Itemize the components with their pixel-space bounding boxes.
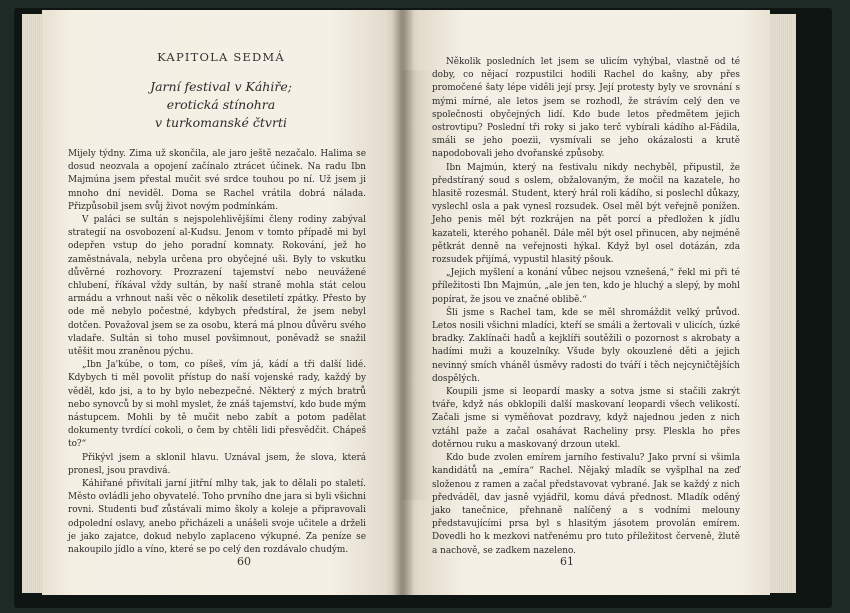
paragraph: V paláci se sultán s nejspolehlivějšími členy rodiny zabýval strategií na osvobození al-Kudsu. Jenom v tomto případě mi byl odepřen vstup do jeho poradní komnaty. Rokování, jež ho zaměstnávala, nebyla určena pro obyčejné uši. Byly to vskutku důvěrné rozhovory. Prozrazení tajemství nebo neuvážené chlubení, říkával vždy sultán, by naší straně mohla stát celou armádu a vrhnout naši věc o několik desetiletí zpátky. Přesto by ode mě nebylo počestné, kdybych předstíral, že jsem nebyl dotčen. Považoval jsem se za osobu, která má plnou důvěru svého vladaře. Sultán si toho musel povšimnout, poněvadž se snažil utěšit mou zraněnou pýchu.: [68, 215, 366, 358]
left-page: [42, 10, 400, 595]
paragraph: Přikývl jsem a sklonil hlavu. Uznával jsem, že slova, která pronesl, jsou pravdivá.: [68, 452, 366, 476]
left-body-text: [68, 148, 366, 557]
page-number: 60: [237, 555, 251, 568]
chapter-label: KAPITOLA SEDMÁ: [157, 50, 285, 64]
paragraph: Šli jsme s Rachel tam, kde se měl shromáždit velký průvod. Letos nosili všichni mladíci, kteří se smáli a žertovali v ulicích, úzké bradky. Zaklínači hadů a kejklíři soutěžili o pozornost s akrobaty a hadími muži a kouzelníky. Všude byly okouzlené děti a jejich nevinný smích vháněl úsměvy radosti do tváří i těch nejcyničtějších dospělých.: [432, 307, 740, 384]
page-number: 61: [560, 555, 574, 568]
paragraph: Mijely týdny. Zima už skončila, ale jaro ještě nezačalo. Halima se dosud neozvala a opojení začínalo ztrácet účinek. Na radu Ibn Majmúna jsem přestal mučit své srdce touhou po ní. Už jsem ji mnoho dní neviděl. Doma se Rachel vrátila dobrá nálada. Přizpůsobil jsem svůj život novým podmínkám.: [68, 149, 366, 212]
paragraph: Ibn Majmún, který na festivalu nikdy nechyběl, připustil, že předstíraný soud s oslem, obžalovaným, že močil na kazatele, ho hlasitě rozesmál. Student, který hrál roli kádího, si poslechl důkazy, vyslechl osla a pak vynesl rozsudek. Osel měl být veřejně ponížen. Jeho penis měl být rozkrájen na pět porcí a předložen k jídlu kazateli, kterého pohaněl. Dále měl být osel přinucen, aby nejméně pětkrát denně na veřejnosti hýkal. Když byl osel dotázán, zda rozsudek přijímá, vypustil hlasitý pšouk.: [432, 162, 740, 266]
right-body-text: [432, 56, 740, 558]
chapter-title-line: erotická stínohra: [166, 97, 276, 112]
paragraph: Káhiřané přivítali jarní jitřní mlhy tak, jak to dělali po staletí. Město ovládli jeho obyvatelé. Toho prvního dne jara si byli všichni rovni. Studenti buď zůstávali mimo školy a koleje a připravovali odpolední oslavy, anebo přicházeli a unášeli svoje učitele a drželi je jako zajatce, dokud nebylo zaplaceno výkupné. Za peníze se nakoupilo jídlo a víno, které se po celý den rozdávalo chudým.: [68, 479, 366, 556]
right-page: [400, 10, 770, 595]
paragraph: „Ibn Ja'kúbe, o tom, co píšeš, vím já, kádí a tři další lidé. Kdybych ti měl povolit přístup do naší vojenské rady, každý by věděl, kdo jsi, a to by bylo nebezpečné. Některý z mých bratrů nebo synovců by si mohl myslet, že znáš tajemství, kdo bude mým nástupcem. Mohli by tě mučit nebo zabít a potom padělat dokumenty tvrdící cokoli, o čem by chtěli lidi přesvědčit. Chápeš to?“: [68, 360, 366, 450]
chapter-title: [42, 78, 400, 132]
page-edges-right: [770, 14, 796, 593]
paragraph: Několik posledních let jsem se ulicím vyhýbal, vlastně od té doby, co nějací rozpustilci hodili Rachel do kašny, aby přes promočené šaty lépe viděli její prsy. Její protesty byly ve srovnání s mými mírné, ale letos jsem se rozhodl, že strávím celý den ve společnosti obyčejných lidí. Kdo bude letos předmětem jejich ostrovtipu? Poslední tři roky si jako terč vybírali kádího al-Fádila, smáli se jeho poezii, vysmívali se jeho okázalosti a krutě napodobovali jeho dvořanské způsoby.: [432, 57, 740, 160]
page-edges-left: [22, 14, 44, 593]
paragraph: Kdo bude zvolen emírem jarního festivalu? Jako první si všimla kandidátů na „emíra“ Rachel. Nějaký mladík se vyšplhal na zeď složenou z ramen a začal představovat vybrané. Jak se každý z nich předváděl, dav jasně vyjádřil, komu dává přednost. Mladík oděný jako tanečnice, přehnaně nalíčený a s vodními melouny představujícími prsa byl s hlasitým jásotem provolán emírem. Dovedli ho k mezkovi natřenému pro tuto příležitost červeně, žlutě a nachově, se zadkem nazeleno.: [432, 453, 740, 556]
chapter-title-line: Jarní festival v Káhiře;: [150, 79, 292, 94]
chapter-title-line: v turkomanské čtvrti: [155, 115, 287, 130]
spine-shadow: [392, 10, 414, 595]
paragraph: „Jejich myšlení a konání vůbec nejsou vznešená,“ řekl mi při té příležitosti Ibn Majmún, „ale jen ten, kdo je hluchý a slepý, by mohl popírat, že jsou ve značné oblibě.“: [432, 268, 740, 305]
paragraph: Koupili jsme si leopardí masky a sotva jsme si stačili zakrýt tváře, když nás obklopili další maskovaní leopardi všech velikostí. Začali jsme si vyměňovat pozdravy, když najednou jeden z nich vztáhl paže a začal osahávat Racheliny prsy. Pleskla ho přes dotěrnou ruku a maskovaný drzoun utekl.: [432, 387, 740, 450]
